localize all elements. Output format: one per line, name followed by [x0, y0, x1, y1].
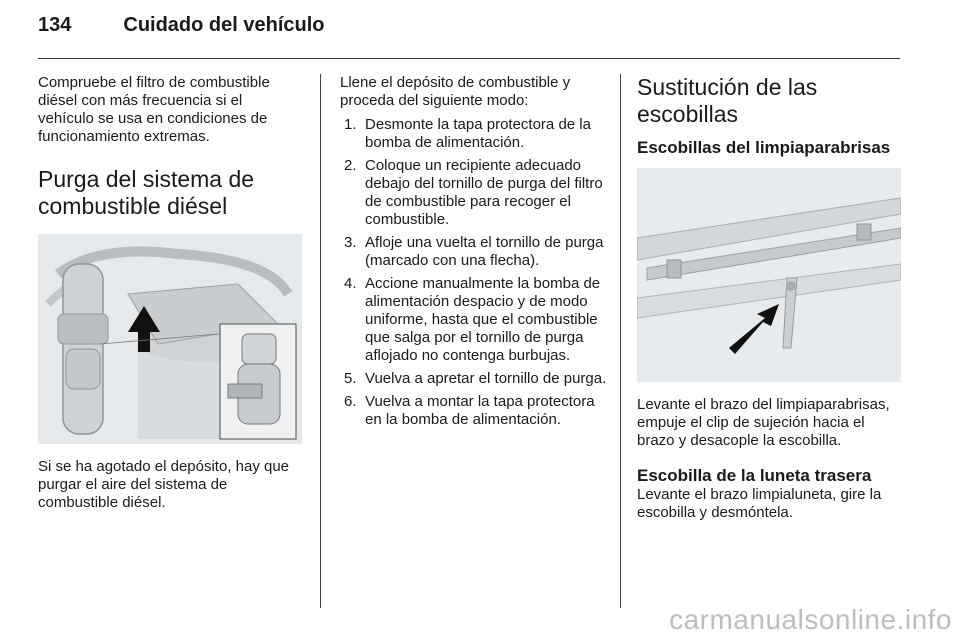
header-divider [38, 58, 900, 59]
rear-wiper-paragraph: Levante el brazo limpialuneta, gire la escobilla y desmóntela. [637, 486, 882, 521]
filter-check-paragraph: Compruebe el filtro de combustible diésel con más frecuencia si el vehículo se usa en condiciones de funcionamiento extremas. [38, 74, 270, 145]
purge-steps-list [340, 116, 608, 429]
step-number: 3. [344, 234, 357, 251]
windshield-wiper-subheading: Escobillas del limpiaparabrisas [637, 138, 891, 157]
watermark: carmanualsonline.info [669, 604, 952, 635]
step-text: Coloque un recipiente adecuado debajo del tornillo de purga del filtro de combustible para recoger el combustible. [365, 157, 603, 228]
column-2 [340, 74, 608, 434]
list-item [340, 275, 608, 365]
chapter-title: Cuidado del vehículo [123, 14, 325, 36]
wiper-illustration [637, 168, 901, 382]
step-number: 5. [344, 370, 357, 387]
list-item [340, 393, 608, 429]
column-3 [637, 74, 901, 522]
column-1 [38, 74, 302, 512]
fuel-filter-drawing [38, 234, 302, 444]
list-item [340, 157, 608, 229]
step-number: 6. [344, 393, 357, 410]
rear-wiper-subheading: Escobilla de la luneta trasera [637, 466, 872, 485]
step-text: Vuelva a apretar el tornillo de purga. [365, 370, 607, 387]
column-divider-1 [320, 74, 321, 608]
procedure-intro: Llene el depósito de combustible y proceda del siguiente modo: [340, 74, 571, 109]
step-text: Afloje una vuelta el tornillo de purga (marcado con una flecha). [365, 234, 604, 269]
list-item [340, 370, 608, 388]
list-item [340, 234, 608, 270]
step-text: Accione manualmente la bomba de alimentación despacio y de modo uniforme, hasta que el combustible que salga por el tornillo de purga aflojado no contenga burbujas. [365, 275, 601, 364]
wiper-drawing [637, 168, 901, 382]
windshield-wiper-paragraph: Levante el brazo del limpiaparabrisas, empuje el clip de sujeción hacia el brazo y desacople la escobilla. [637, 396, 890, 449]
list-item [340, 116, 608, 152]
step-text: Desmonte la tapa protectora de la bomba de alimentación. [365, 116, 591, 151]
page-number: 134 [38, 14, 72, 36]
fuel-purge-heading: Purga del sistema de combustible diésel [38, 166, 255, 219]
page-header [38, 14, 325, 54]
step-number: 4. [344, 275, 357, 292]
step-number: 1. [344, 116, 357, 133]
fuel-filter-illustration [38, 234, 302, 444]
empty-tank-paragraph: Si se ha agotado el depósito, hay que purgar el aire del sistema de combustible diésel. [38, 458, 290, 511]
column-divider-2 [620, 74, 621, 608]
step-number: 2. [344, 157, 357, 174]
step-text: Vuelva a montar la tapa protectora en la bomba de alimentación. [365, 393, 595, 428]
wiper-replacement-heading: Sustitución de las escobillas [637, 74, 818, 127]
